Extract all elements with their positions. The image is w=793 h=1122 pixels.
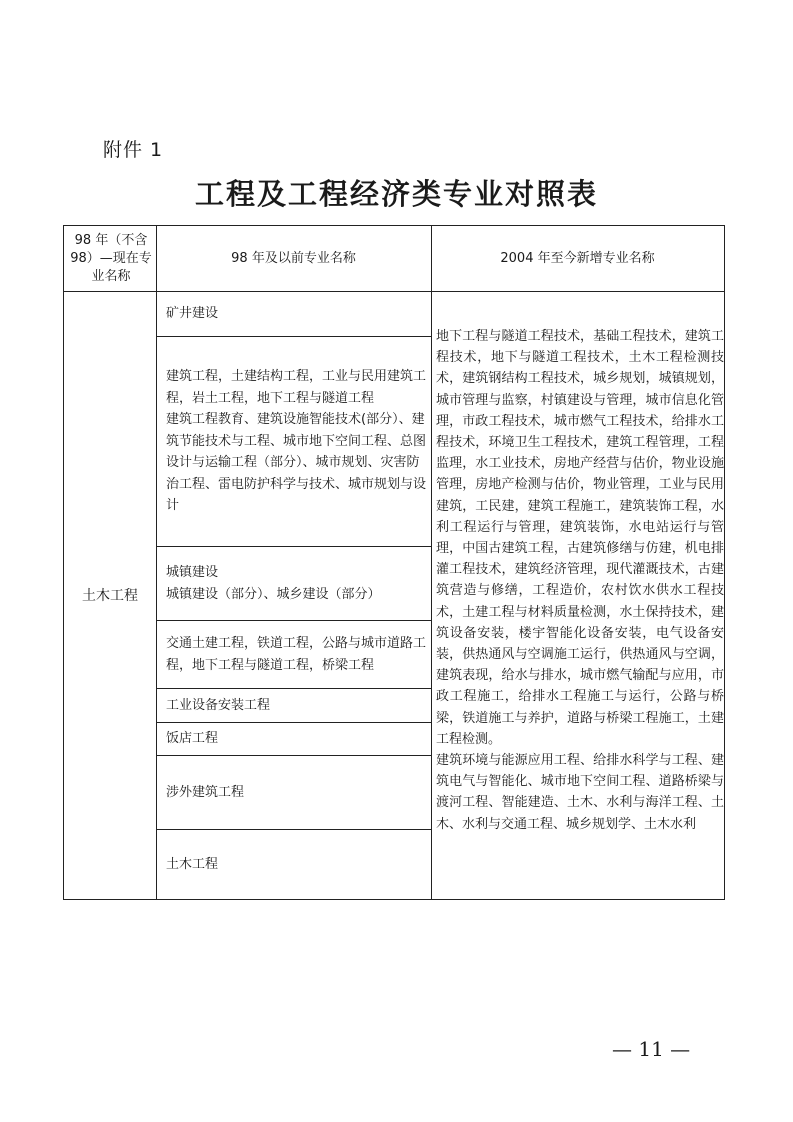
- column-divider: [431, 226, 432, 899]
- old-major-text: 矿井建设: [166, 306, 219, 322]
- old-major-cell: [156, 621, 428, 688]
- old-major-cell: [156, 292, 428, 336]
- old-major-cell: [156, 830, 428, 899]
- old-major-cell: [156, 337, 428, 546]
- old-major-text: 饭店工程: [166, 731, 219, 747]
- old-major-text: 城镇建设（部分）、城乡建设（部分）: [166, 586, 381, 602]
- old-major-cell: [156, 547, 428, 620]
- old-major-text: 涉外建筑工程: [166, 784, 245, 800]
- page-number: — 11 —: [612, 1037, 691, 1061]
- old-major-cell: [156, 689, 428, 722]
- old-major-text: 城镇建设: [166, 565, 219, 580]
- new-majors-text: 地下工程与隧道工程技术，基础工程技术，建筑工程技术，地下与隧道工程技术，土木工程检测技术，建筑钢结构工程技术，城乡规划，城镇规划，城市管理与监察，村镇建设与管理，城市信息化管理，市政工程技术，城市燃气工程技术，给排水工程技术，环境卫生工程技术，建筑工程管理，工程监理，水工业技术，房地产经营与估价，物业设施管理，房地产检测与估价，物业管理，工业与民用建筑，工民建，建筑工程施工，建筑装饰工程，水利工程运行与管理，建筑装饰，水电站运行与管理，中国古建筑工程，古建筑修缮与仿建，机电排灌工程技术，建筑经济管理，现代灌溉技术，古建筑营造与修缮，工程造价，农村饮水供水工程技术，土建工程与材料质量检测，水土保持技术，建筑设备安装，楼宇智能化设备安装，电气设备安装，供热通风与空调施工运行，供热通风与空调，建筑表现，给水与排水，城市燃气输配与应用，市政工程施工，给排水工程施工与运行，公路与桥梁，铁道施工与养护，道路与桥梁工程施工，土建工程检测。: [436, 329, 724, 747]
- header-before-98: 98 年及以前专业名称: [231, 250, 356, 266]
- header-current-major: 98 年（不含 98）—现在专业名称: [70, 232, 152, 284]
- old-major-text: 建筑工程教育、建筑设施智能技术(部分）、建筑节能技术与工程、城市地下空间工程、总图设计与运输工程（部分）、城市规划、灾害防治工程、雷电防护科学与技术、城市规划与设计: [166, 412, 427, 514]
- header-since-2004: 2004 年至今新增专业名称: [500, 250, 655, 266]
- current-major-name: 土木工程: [82, 588, 138, 604]
- old-major-text: 工业设备安装工程: [166, 697, 271, 713]
- new-majors-text: 建筑环境与能源应用工程、给排水科学与工程、建筑电气与智能化、城市地下空间工程、道路桥梁与渡河工程、智能建造、土木、水利与海洋工程、土木、水利与交通工程、城乡规划学、土木水利: [436, 753, 724, 832]
- major-comparison-table: [63, 225, 725, 900]
- attachment-label: 附件 1: [103, 139, 164, 161]
- old-major-cell: [156, 723, 428, 755]
- old-major-cell: [156, 756, 428, 829]
- old-major-text: 交通土建工程，铁道工程，公路与城市道路工程，地下工程与隧道工程，桥梁工程: [166, 636, 427, 673]
- document-title: 工程及工程经济类专业对照表: [194, 177, 598, 211]
- new-majors-cell: [436, 326, 724, 835]
- old-major-text: 土木工程: [166, 856, 219, 872]
- old-major-text: 建筑工程，土建结构工程，工业与民用建筑工程，岩土工程，地下工程与隧道工程: [166, 369, 427, 406]
